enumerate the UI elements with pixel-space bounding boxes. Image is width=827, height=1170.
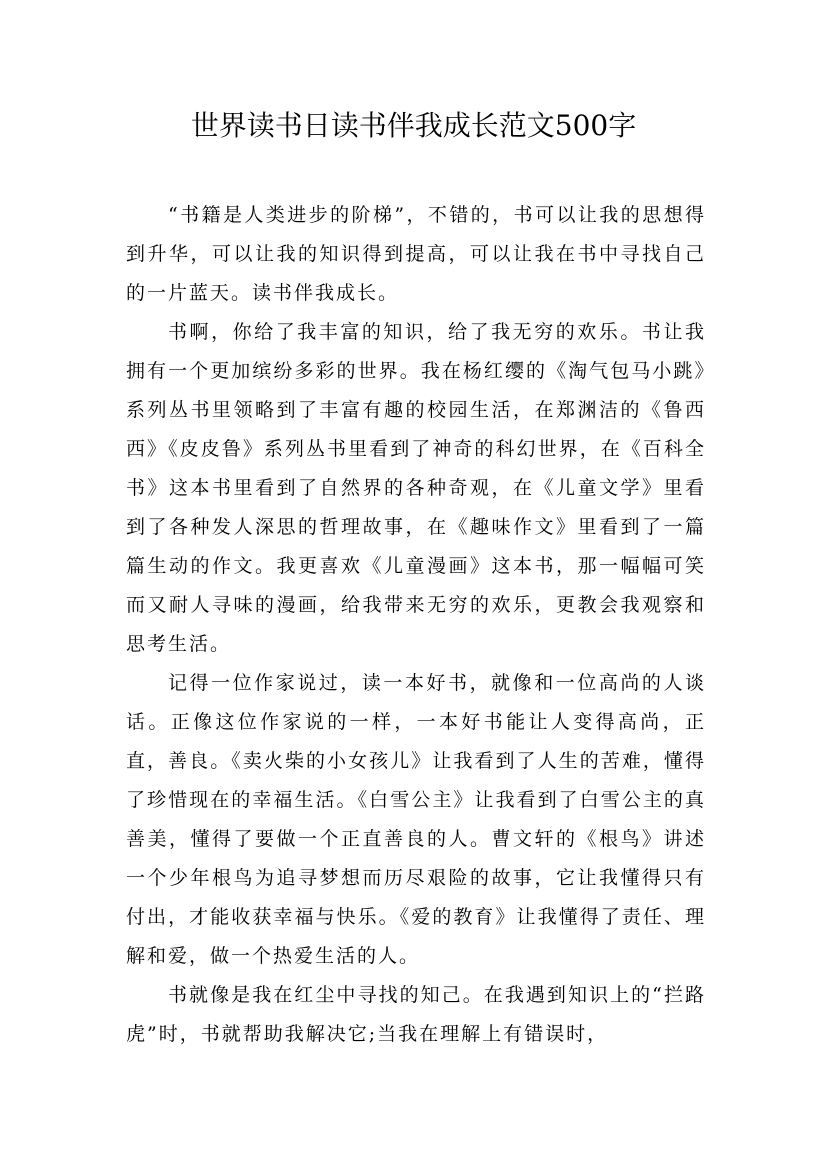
article-body — [126, 196, 706, 1054]
paragraph-3: 记得一位作家说过，读一本好书，就像和一位高尚的人谈话。正像这位作家说的一样，一本好书能让人变得高尚，正直，善良。《卖火柴的小女孩儿》让我看到了人生的苦难，懂得了珍惜现在的幸福生活。《白雪公主》让我看到了白雪公主的真善美，懂得了要做一个正直善良的人。曹文轩的《根鸟》讲述一个少年根鸟为追寻梦想而历尽艰险的故事，它让我懂得只有付出，才能收获幸福与快乐。《爱的教育》让我懂得了责任、理解和爱，做一个热爱生活的人。 — [126, 672, 706, 967]
paragraph-1: “书籍是人类进步的阶梯”，不错的，书可以让我的思想得到升华，可以让我的知识得到提高，可以让我在书中寻找自己的一片蓝天。读书伴我成长。 — [126, 204, 706, 304]
paragraph-2: 书啊，你给了我丰富的知识，给了我无穷的欢乐。书让我拥有一个更加缤纷多彩的世界。我在杨红缨的《淘气包马小跳》系列丛书里领略到了丰富有趣的校园生活，在郑渊洁的《鲁西西》《皮皮鲁》系列丛书里看到了神奇的科幻世界，在《百科全书》这本书里看到了自然界的各种奇观，在《儿童文学》里看到了各种发人深思的哲理故事，在《趣味作文》里看到了一篇篇生动的作文。我更喜欢《儿童漫画》这本书，那一幅幅可笑而又耐人寻味的漫画，给我带来无穷的欢乐，更教会我观察和思考生活。 — [126, 321, 706, 655]
paragraph-4: 书就像是我在红尘中寻找的知己。在我遇到知识上的“拦路虎”时，书就帮助我解决它;当我在理解上有错误时， — [126, 984, 706, 1045]
page-title: 世界读书日读书伴我成长范文500字 — [190, 109, 637, 142]
